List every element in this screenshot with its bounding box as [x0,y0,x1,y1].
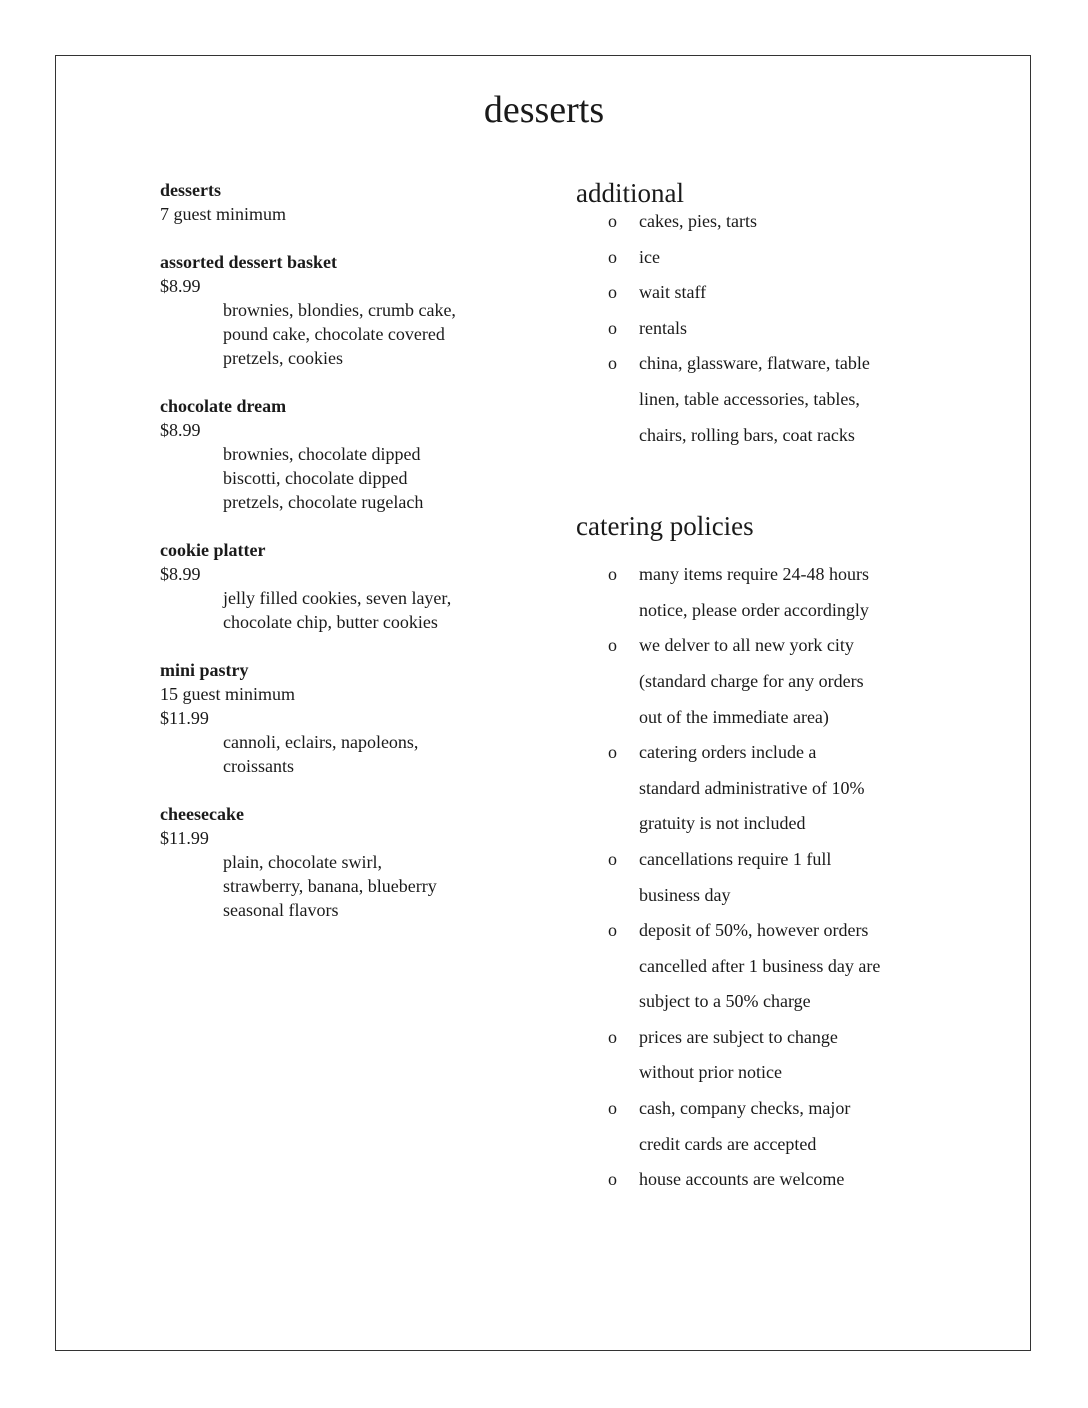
bullet-line [576,1162,956,1198]
menu-item-detail: 7 guest minimum [160,204,286,224]
bullet-text: without prior notice [639,1062,782,1083]
menu-item-detail: $11.99 [160,708,209,728]
bullet-line [576,806,956,842]
menu-item [160,394,540,514]
menu-item-description: plain, chocolate swirl, [223,852,382,872]
bullet-line [576,842,956,878]
additional-list [576,204,956,453]
bullet-marker-icon: o [608,564,617,585]
menu-item-description: jelly filled cookies, seven layer, [223,588,452,608]
menu-item-name: mini pastry [160,660,249,680]
bullet-text: subject to a 50% charge [639,991,811,1012]
bullet-marker-icon: o [608,742,617,763]
catering-policies-heading: catering policies [576,511,754,542]
bullet-marker-icon: o [608,246,617,267]
bullet-line [576,1127,956,1163]
bullet-text: catering orders include a [639,742,817,763]
bullet-text: we delver to all new york city [639,635,854,656]
bullet-line [576,1055,956,1091]
menu-item-detail: $11.99 [160,828,209,848]
menu-item [160,802,540,922]
menu-item-description: brownies, chocolate dipped [223,444,421,464]
bullet-text: rentals [639,317,687,338]
bullet-marker-icon: o [608,920,617,941]
additional-heading: additional [576,178,684,208]
menu-item-description: pound cake, chocolate covered [223,324,445,344]
bullet-line [576,311,956,347]
bullet-line [576,949,956,985]
menu-item-description: biscotti, chocolate dipped [223,468,408,488]
bullet-marker-icon: o [608,1098,617,1119]
bullet-text: deposit of 50%, however orders [639,920,869,941]
menu-item-detail: $8.99 [160,564,201,584]
bullet-line [576,984,956,1020]
menu-item-description: seasonal flavors [223,900,339,920]
catering-policies-section [576,509,956,1198]
menu-item [160,250,540,370]
bullet-line [576,418,956,454]
menu-item-name: chocolate dream [160,396,287,416]
bullet-text: notice, please order accordingly [639,599,869,620]
bullet-text: cancellations require 1 full [639,848,832,869]
catering-policies-list [576,557,956,1198]
bullet-line [576,1091,956,1127]
menu-item [160,178,540,226]
info-column [576,176,956,1198]
bullet-line [576,204,956,240]
menu-item-description: pretzels, cookies [223,348,343,368]
bullet-text: many items require 24-48 hours [639,564,869,585]
bullet-text: (standard charge for any orders [639,670,864,691]
menu-item-detail: $8.99 [160,420,201,440]
bullet-line [576,593,956,629]
bullet-text: cakes, pies, tarts [639,211,757,231]
bullet-text: ice [639,246,660,267]
bullet-line [576,382,956,418]
bullet-line [576,346,956,382]
bullet-marker-icon: o [608,1169,617,1190]
bullet-text: out of the immediate area) [639,706,829,727]
bullet-line [576,700,956,736]
bullet-line [576,664,956,700]
bullet-text: gratuity is not included [639,813,806,834]
bullet-marker-icon: o [608,353,617,374]
menu-item-description: brownies, blondies, crumb cake, [223,300,456,320]
menu-item-detail: $8.99 [160,276,201,296]
bullet-line [576,913,956,949]
bullet-marker-icon: o [608,317,617,338]
bullet-marker-icon: o [608,848,617,869]
bullet-marker-icon: o [608,282,617,303]
bullet-line [576,275,956,311]
menu-item-name: cookie platter [160,540,266,560]
menu-item [160,658,540,778]
bullet-line [576,240,956,276]
dessert-menu-column [160,178,540,946]
bullet-line [576,1020,956,1056]
menu-item-description: pretzels, chocolate rugelach [223,492,424,512]
bullet-text: wait staff [639,282,707,303]
bullet-text: cancelled after 1 business day are [639,955,881,976]
bullet-text: china, glassware, flatware, table [639,353,870,374]
menu-item-description: croissants [223,756,294,776]
bullet-text: business day [639,884,731,905]
bullet-marker-icon: o [608,211,617,231]
bullet-text: chairs, rolling bars, coat racks [639,424,855,445]
bullet-text: prices are subject to change [639,1026,838,1047]
menu-item-name: cheesecake [160,804,244,824]
bullet-line [576,878,956,914]
menu-item-description: strawberry, banana, blueberry [223,876,437,896]
bullet-text: credit cards are accepted [639,1133,817,1154]
menu-item-detail: 15 guest minimum [160,684,295,704]
menu-item-description: chocolate chip, butter cookies [223,612,438,632]
bullet-line [576,557,956,593]
bullet-text: house accounts are welcome [639,1169,845,1190]
menu-item [160,538,540,634]
bullet-marker-icon: o [608,1026,617,1047]
bullet-text: linen, table accessories, tables, [639,388,860,409]
bullet-marker-icon: o [608,635,617,656]
page-title: desserts [483,89,605,131]
menu-item-name: assorted dessert basket [160,252,337,272]
bullet-text: standard administrative of 10% [639,777,865,798]
bullet-line [576,771,956,807]
menu-item-description: cannoli, eclairs, napoleons, [223,732,419,752]
bullet-text: cash, company checks, major [639,1098,851,1119]
menu-item-name: desserts [160,180,221,200]
bullet-line [576,628,956,664]
bullet-line [576,735,956,771]
